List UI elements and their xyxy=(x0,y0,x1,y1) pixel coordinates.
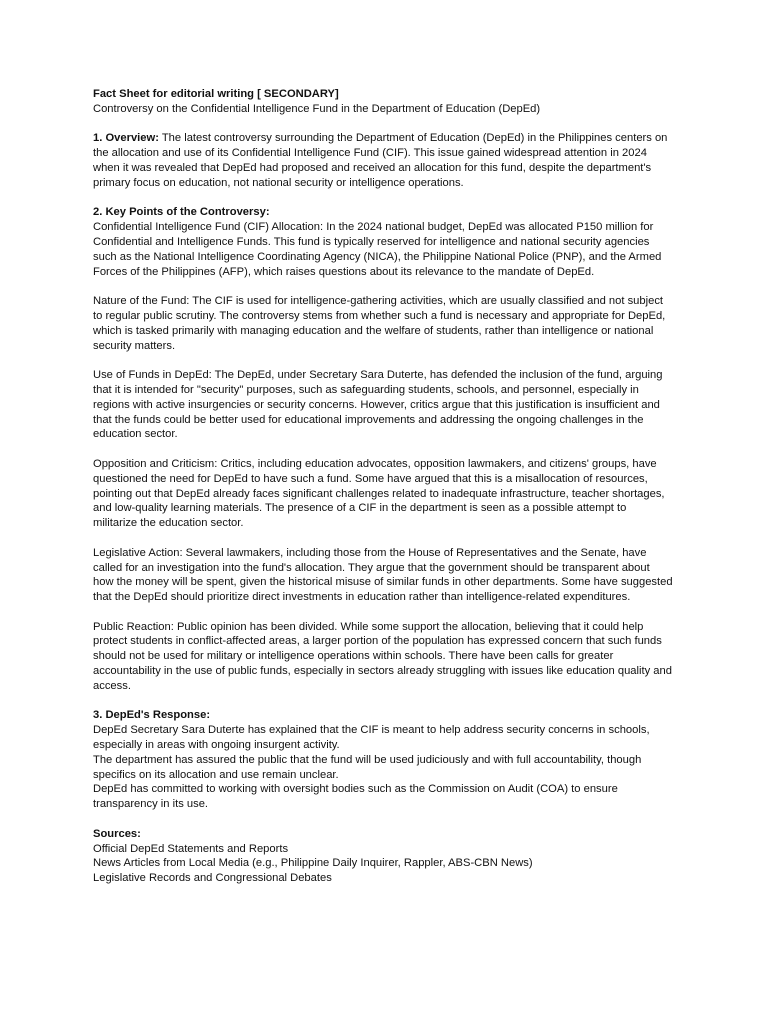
spacer xyxy=(93,191,673,206)
overview-heading: 1. Overview: xyxy=(93,132,159,145)
spacer xyxy=(93,605,673,620)
document-page xyxy=(93,87,673,886)
key-point-opposition: Opposition and Criticism: Critics, including education advocates, opposition lawmakers, and citizens' groups, have questioned the need for DepEd to have such a fund. Some have argued that this is a misallocation of resources, pointing out that DepEd already faces significant challenges related to inadequate infrastructure, teacher shortages, and low-quality learning materials. The presence of a CIF in the department is seen as a possible attempt to militarize the education sector. xyxy=(93,457,665,530)
source-item: Legislative Records and Congressional Debates xyxy=(93,872,332,885)
key-points-heading: 2. Key Points of the Controversy: xyxy=(93,206,270,219)
key-point-use-of-funds: Use of Funds in DepEd: The DepEd, under Secretary Sara Duterte, has defended the inclusion of the fund, arguing that it is intended for "security" purposes, such as safeguarding students, schools, and personnel, especially in regions with active insurgencies or security concerns. However, critics argue that this justification is insufficient and that the funds could be better used for educational improvements and addressing the ongoing challenges in the education sector. xyxy=(93,369,663,441)
key-point-public-reaction: Public Reaction: Public opinion has been divided. While some support the allocation, believing that it could help protect students in conflict-affected areas, a larger portion of the population has expressed concern that such funds should not be used for military or intelligence operations within schools. There have been calls for greater accountability in the use of public funds, especially in sectors already struggling with issues like education quality and access. xyxy=(93,620,672,692)
spacer xyxy=(93,812,673,827)
response-line: DepEd Secretary Sara Duterte has explained that the CIF is meant to help address security concerns in schools, especially in areas with ongoing insurgent activity. xyxy=(93,724,650,752)
response-line: DepEd has committed to working with oversight bodies such as the Commission on Audit (COA) to ensure transparency in its use. xyxy=(93,783,618,811)
key-point-legislative-action: Legislative Action: Several lawmakers, including those from the House of Representatives and the Senate, have called for an investigation into the fund's allocation. They argue that the government should be transparent about how the money will be spent, given the historical misuse of similar funds in other departments. Some have suggested that the DepEd should prioritize direct investments in education rather than intelligence-related expenditures. xyxy=(93,546,673,604)
response-line: The department has assured the public that the fund will be used judiciously and with full accountability, though specifics on its allocation and use remain unclear. xyxy=(93,753,642,781)
spacer xyxy=(93,117,673,132)
spacer xyxy=(93,279,673,294)
spacer xyxy=(93,531,673,546)
sources-heading: Sources: xyxy=(93,827,141,840)
source-item: News Articles from Local Media (e.g., Philippine Daily Inquirer, Rappler, ABS-CBN News) xyxy=(93,857,533,870)
key-point-cif-allocation: Confidential Intelligence Fund (CIF) Allocation: In the 2024 national budget, DepEd was allocated P150 million for Confidential and Intelligence Funds. This fund is typically reserved for intelligence and national security agencies such as the National Intelligence Coordinating Agency (NICA), the Philippine National Police (PNP), and the Armed Forces of the Philippines (AFP), which raises questions about its relevance to the mandate of DepEd. xyxy=(93,221,662,278)
document-title: Fact Sheet for editorial writing [ SECONDARY] xyxy=(93,88,339,100)
overview-paragraph xyxy=(93,131,673,190)
document-subtitle: Controversy on the Confidential Intelligence Fund in the Department of Education (DepEd) xyxy=(93,102,541,115)
overview-text: The latest controversy surrounding the Department of Education (DepEd) in the Philippines centers on the allocation and use of its Confidential Intelligence Fund (CIF). This issue gained widespread attention in 2024 when it was revealed that DepEd had proposed and received an allocation for this fund, despite the department's primary focus on education, not national security or intelligence operations. xyxy=(93,132,668,189)
spacer xyxy=(93,694,673,709)
spacer xyxy=(93,353,673,368)
spacer xyxy=(93,442,673,457)
response-heading: 3. DepEd's Response: xyxy=(93,709,211,722)
source-item: Official DepEd Statements and Reports xyxy=(93,842,289,855)
key-point-nature-of-fund: Nature of the Fund: The CIF is used for intelligence-gathering activities, which are usually classified and not subject to regular public scrutiny. The controversy stems from whether such a fund is necessary and appropriate for DepEd, which is tasked primarily with managing education and the welfare of students, rather than intelligence or national security matters. xyxy=(93,295,666,352)
